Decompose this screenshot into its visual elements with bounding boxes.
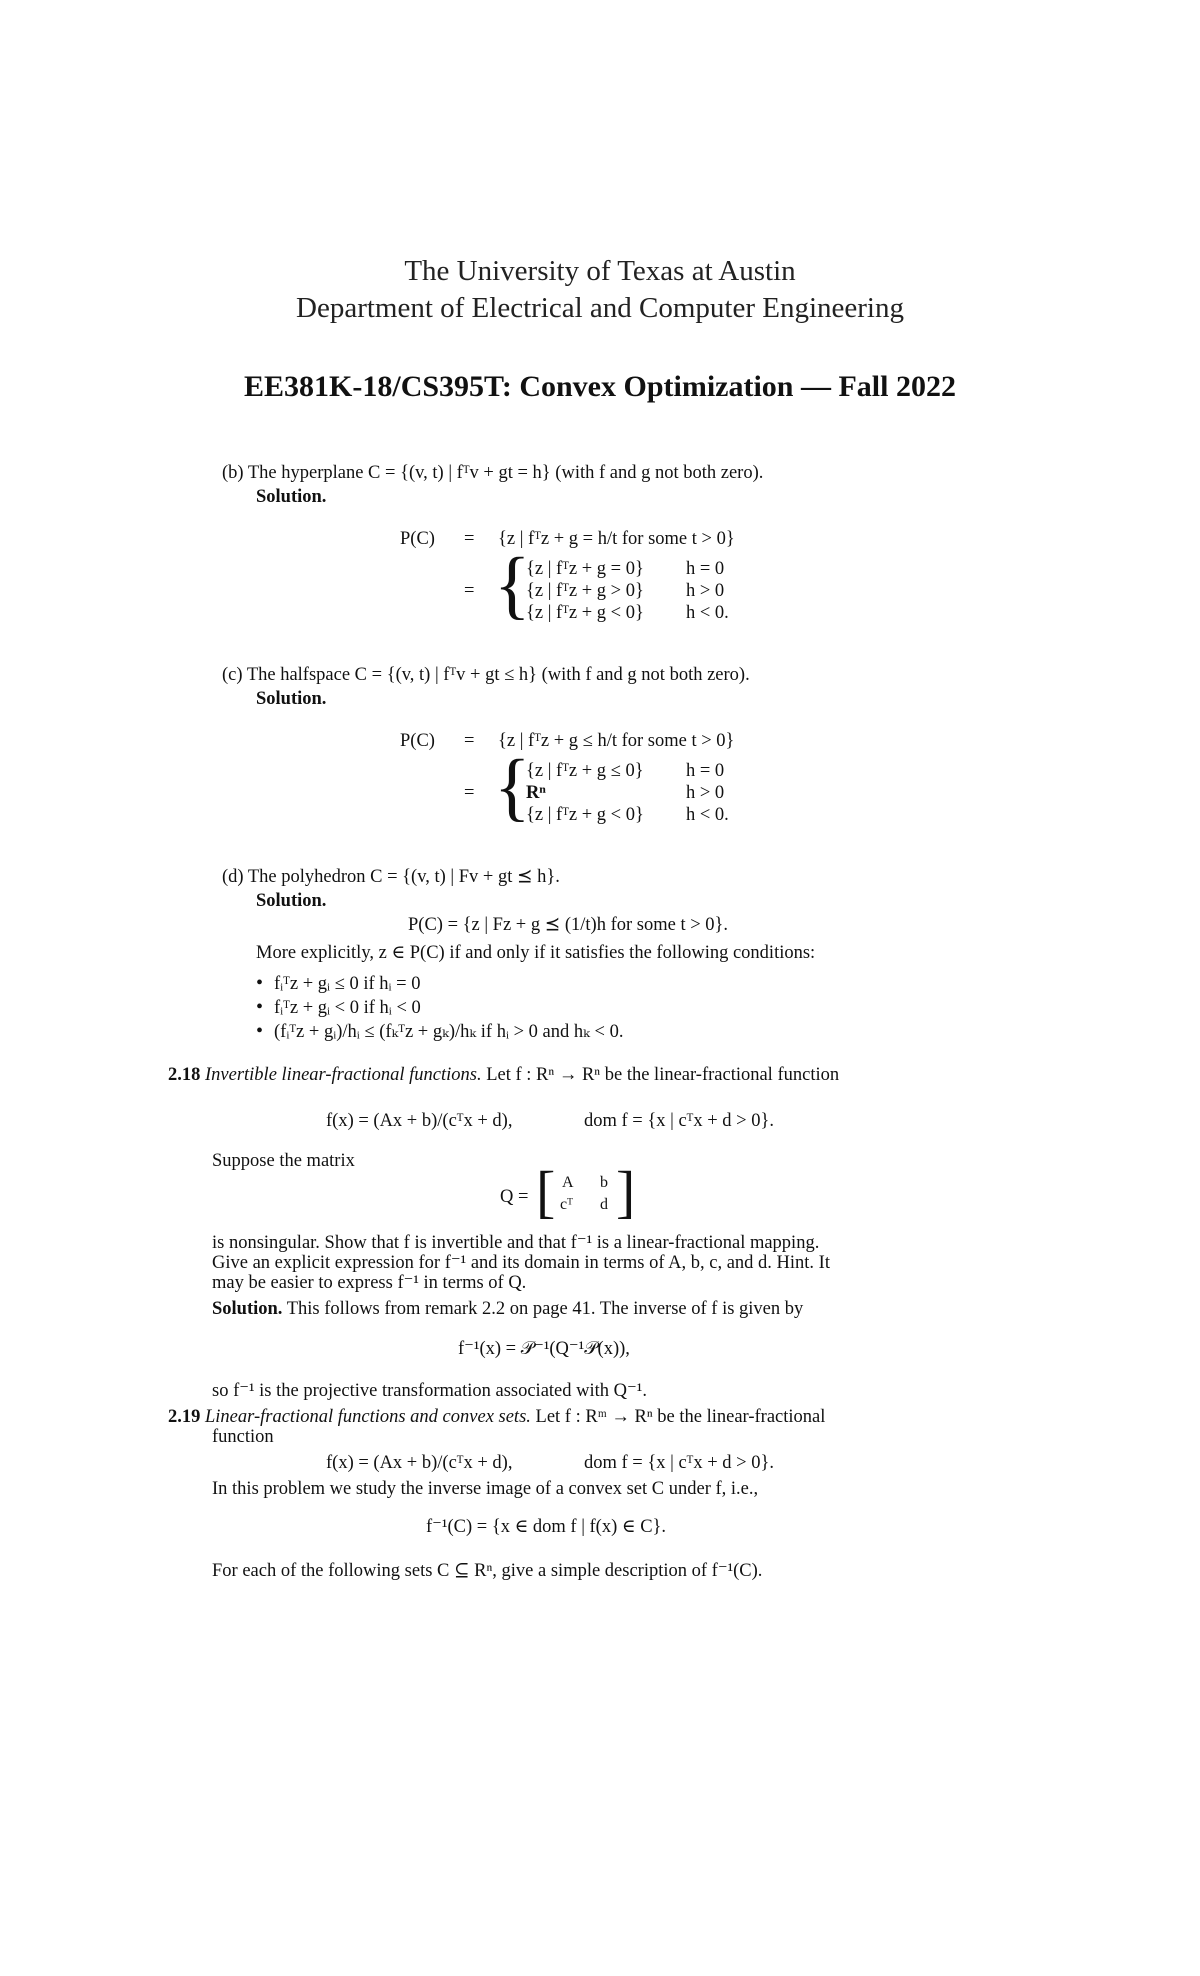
problem-218-solution [212,1298,803,1320]
part-b-case-1-set: {z | fᵀz + g = 0} [526,559,644,579]
part-d-bullet-2: • fᵢᵀz + gᵢ < 0 if hᵢ < 0 [256,996,421,1019]
matrix-cell-b: b [600,1174,608,1191]
part-c-eq1: = [464,731,475,751]
problem-218-suppose: Suppose the matrix [212,1151,355,1171]
part-b-rhs1: {z | fᵀz + g = h/t for some t > 0} [498,529,735,549]
problem-218-conclusion: so f⁻¹ is the projective transformation associated with Q⁻¹. [212,1381,647,1401]
problem-219-intro-2: function [212,1427,274,1447]
part-b-left-brace: { [494,543,531,627]
part-b-problem: (b) The hyperplane C = {(v, t) | fᵀv + gt = h} (with f and g not both zero). [222,463,764,483]
matrix-right-bracket: ] [616,1159,636,1224]
part-d-bullet-1: • fᵢᵀz + gᵢ ≤ 0 if hᵢ = 0 [256,972,420,995]
matrix-cell-ct: cᵀ [560,1196,573,1213]
part-b-case-2-cond: h > 0 [686,581,725,601]
part-b-eq2: = [464,581,475,601]
part-c-problem: (c) The halfspace C = {(v, t) | fᵀv + gt ≤ h} (with f and g not both zero). [222,665,750,685]
problem-218-solution-text: This follows from remark 2.2 on page 41. The inverse of f is given by [286,1299,804,1319]
university-name: The University of Texas at Austin [404,255,796,287]
part-d-equation: P(C) = {z | Fz + g ⪯ (1/t)h for some t > 0}. [408,915,729,935]
part-b-case-3-cond: h < 0. [686,603,729,623]
problem-218-solution-label: Solution. [212,1299,283,1319]
part-d-bullet-3: • (fᵢᵀz + gᵢ)/hᵢ ≤ (fₖᵀz + gₖ)/hₖ if hᵢ > 0 and hₖ < 0. [256,1020,623,1043]
problem-218-title: Invertible linear-fractional functions. [205,1065,482,1085]
problem-219-number: 2.19 [168,1407,201,1427]
problem-218-body-3: may be easier to express f⁻¹ in terms of Q. [212,1273,527,1293]
part-d-problem: (d) The polyhedron C = {(v, t) | Fv + gt ⪯ h}. [222,867,560,887]
part-b-eq1: = [464,529,475,549]
problem-218-body-1: is nonsingular. Show that f is invertible and that f⁻¹ is a linear-fractional mapping. [212,1233,820,1253]
part-d-solution-label: Solution. [256,891,327,911]
problem-218-dom-def: dom f = {x | cᵀx + d > 0}. [584,1111,774,1131]
part-b-case-2-set: {z | fᵀz + g > 0} [526,581,644,601]
problem-219-f-def: f(x) = (Ax + b)/(cᵀx + d), [326,1453,513,1473]
part-b-case-3-set: {z | fᵀz + g < 0} [526,603,644,623]
problem-219-intro: Let f : Rᵐ → Rⁿ be the linear-fractional [535,1407,826,1427]
part-c-solution-label: Solution. [256,689,327,709]
part-c-rhs1: {z | fᵀz + g ≤ h/t for some t > 0} [498,731,735,751]
part-c-case-1-cond: h = 0 [686,761,725,781]
matrix-left-bracket: [ [536,1159,556,1224]
part-c-case-2-set: Rⁿ [526,783,546,803]
part-b-case-1-cond: h = 0 [686,559,725,579]
problem-219-closing: For each of the following sets C ⊆ Rⁿ, give a simple description of f⁻¹(C). [212,1561,763,1581]
problem-219-preimage: f⁻¹(C) = {x ∈ dom f | f(x) ∈ C}. [426,1517,667,1537]
part-c-case-2-cond: h > 0 [686,783,725,803]
matrix-cell-d: d [600,1196,608,1213]
part-b-lhs: P(C) [400,529,435,549]
part-c-case-3-cond: h < 0. [686,805,729,825]
part-b-solution-label: Solution. [256,487,327,507]
problem-219-title: Linear-fractional functions and convex sets. [205,1407,531,1427]
problem-218-number: 2.18 [168,1065,201,1085]
problem-219-dom-def: dom f = {x | cᵀx + d > 0}. [584,1453,774,1473]
problem-219-study: In this problem we study the inverse image of a convex set C under f, i.e., [212,1479,759,1499]
part-d-explicit: More explicitly, z ∈ P(C) if and only if it satisfies the following conditions: [256,943,816,963]
problem-218-inverse: f⁻¹(x) = 𝒫⁻¹(Q⁻¹𝒫(x)), [458,1339,630,1359]
part-c-eq2: = [464,783,475,803]
problem-218-intro: Let f : Rⁿ → Rⁿ be the linear-fractional function [486,1065,840,1085]
problem-218-heading [168,1064,839,1086]
matrix-cell-a: A [562,1174,574,1191]
part-c-case-1-set: {z | fᵀz + g ≤ 0} [526,761,644,781]
matrix-q-label: Q = [500,1187,529,1207]
part-c-left-brace: { [494,745,531,829]
part-c-case-3-set: {z | fᵀz + g < 0} [526,805,644,825]
part-c-lhs: P(C) [400,731,435,751]
course-title: EE381K-18/CS395T: Convex Optimization — Fall 2022 [244,370,956,403]
problem-218-f-def: f(x) = (Ax + b)/(cᵀx + d), [326,1111,513,1131]
problem-218-body-2: Give an explicit expression for f⁻¹ and its domain in terms of A, b, c, and d. Hint. It [212,1253,830,1273]
problem-219-heading [168,1406,825,1428]
department-name: Department of Electrical and Computer Engineering [296,292,904,324]
